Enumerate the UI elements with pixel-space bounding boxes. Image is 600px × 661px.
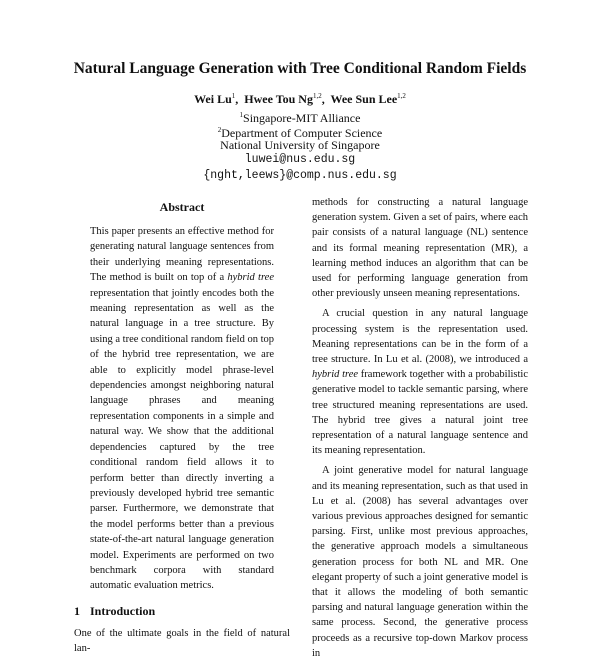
right-column xyxy=(312,195,528,661)
section-heading-introduction: 1 Introduction xyxy=(74,603,156,618)
affiliation-text: National University of Singapore xyxy=(220,138,380,152)
author-affiliation-mark: 1 xyxy=(231,92,236,100)
paragraph: A joint generative model for natural language and its meaning representation, such as that used in Lu et al. (2008) has several advantages over various previous approaches designed for semantic parsing. First, unlike most previous approaches, the generative approach models a simultaneous generation process for both NL and MR. One elegant property of such a joint generative model is that it allows the modeling of both semantic parsing and natural language generation within the same process. Second, the generative process proceeds as a recursive top-down Markov process in xyxy=(312,465,528,659)
emphasis: hybrid tree xyxy=(312,369,359,381)
author-name: Wee Sun Lee xyxy=(330,92,398,106)
author-affiliation-mark: 1,2 xyxy=(397,92,406,100)
affiliation-line xyxy=(0,137,600,153)
paragraph: methods for constructing a natural language generation system. Given a set of pairs, where each pair consists of a natural language (NL) sentence and its formal meaning representation (MR), a learning method induces an algorithm that can be used for performing language generation from other previously unseen meaning representations. xyxy=(312,197,528,300)
abstract-heading: Abstract xyxy=(159,200,205,214)
email-line: luwei@nus.edu.sg xyxy=(244,153,356,166)
affiliation-mark: 1 xyxy=(239,111,244,119)
affiliation-text: Department of Computer Science xyxy=(221,126,383,140)
paragraph: A crucial question in any natural language processing system is the representation used. Meaning representations can be in the form of a tree structure. In Lu et al. (2008), we introduced a hybrid tree framework together with a probabilistic generative model to tackle semantic parsing, where tree structured meaning representations are used. The hybrid tree gives a natural joint tree representation of a natural language sentence and its meaning representation. xyxy=(312,308,528,457)
affiliation-mark: 2 xyxy=(217,126,222,134)
author-affiliation-mark: 1,2 xyxy=(312,92,322,100)
emphasis: hybrid tree xyxy=(227,272,274,284)
left-column xyxy=(74,200,290,656)
abstract-text: This paper presents an effective method for generating natural language sentences from their underlying meaning representations. The method is built on top of a hybrid tree representation that jointly encodes both the meaning representation as well as the natural language in a tree structure. By using a tree conditional random field on top of the hybrid tree representation, we are able to explicitly model phrase-level dependencies amongst neighboring natural language phrases and meaning representation components in a simple and natural way. We show that the additional dependencies captured by the tree conditional random field allows it to perform better than directly inverting a previously developed hybrid tree semantic parser. Furthermore, we demonstrate that the model performs better than a previous state-of-the-art natural language generation model. Experiments are performed on two benchmark corpora with standard automatic evaluation metrics. xyxy=(90,226,274,592)
email-line: {nght,leews}@comp.nus.edu.sg xyxy=(203,169,397,182)
author-line: Wei Lu$^1$, Hwee Tou Ng$^{1,2}$, Wee Sun Lee$^{1,2}$ xyxy=(194,92,406,106)
author-name: Hwee Tou Ng xyxy=(244,92,313,106)
paper-title: Natural Language Generation with Tree Conditional Random Fields xyxy=(73,60,527,77)
author-name: Wei Lu xyxy=(194,92,232,106)
affiliation-text: Singapore-MIT Alliance xyxy=(243,111,361,125)
intro-first-line: One of the ultimate goals in the field of natural lan- xyxy=(74,627,290,654)
